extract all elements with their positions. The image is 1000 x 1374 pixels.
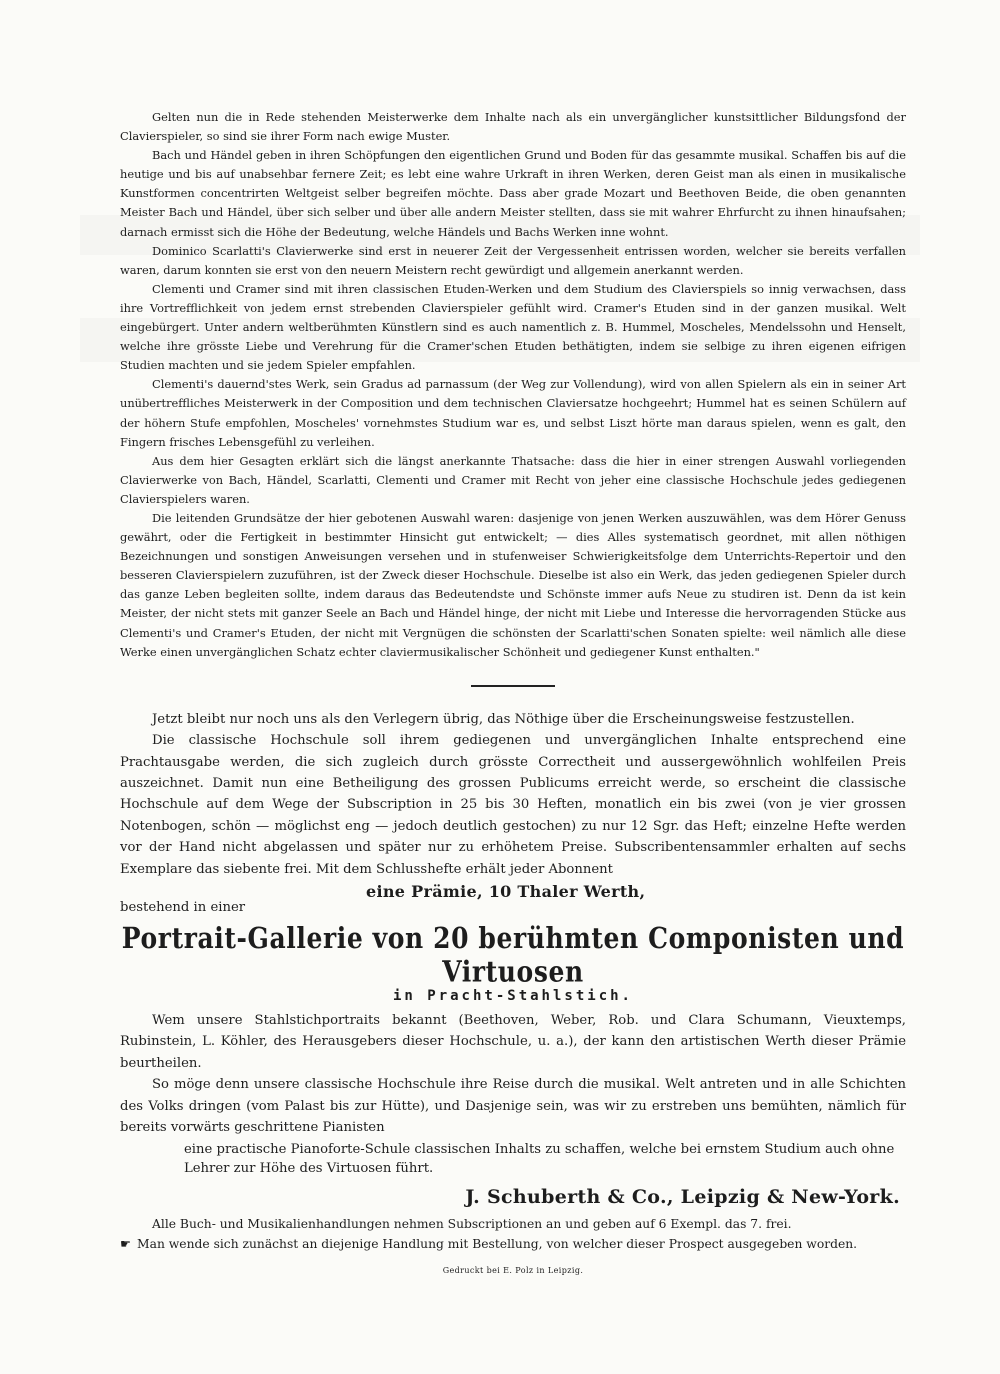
subscription-note: Alle Buch- und Musikalienhandlungen nehmen Subscriptionen an und geben auf 6 Exempl. das 7. frei. — [152, 1217, 792, 1232]
paragraph: Dominico Scarlatti's Clavierwerke sind erst in neuerer Zeit der Vergessenheit entrissen worden, welcher sie bereits verfallen waren, darum konnten sie erst von den neuern Meistern recht gewürdigt und allgemein anerkannt werden. — [120, 243, 906, 277]
paragraph: Aus dem hier Gesagten erklärt sich die längst anerkannte Thatsache: dass die hier in einer strengen Auswahl vorliegenden Clavierwerke von Bach, Händel, Scarlatti, Clementi und Cramer mit Recht von jeher eine classische Hochschule jedes gediegenen Clavierspielers waren. — [120, 453, 906, 506]
paragraph: Gelten nun die in Rede stehenden Meisterwerke dem Inhalte nach als ein unvergänglicher kunstsittlicher Bildungsfond der Clavierspieler, so sind sie ihrer Form nach ewige Muster. — [120, 110, 906, 144]
publisher-name: J. Schuberth & Co., Leipzig & New-York. — [465, 1186, 900, 1209]
pointing-hand-icon: ☛ — [120, 1237, 132, 1252]
paragraph: So möge denn unsere classische Hochschule ihre Reise durch die musikal. Welt antreten und in alle Schichten des Volks dringen (vom Palast bis zur Hütte), und Dasjenige sein, was wir zu erstreben uns bemühten, nämlich für bereits vorwärts geschrittene Pianisten — [120, 1077, 906, 1135]
printer-credit: Gedruckt bei E. Polz in Leipzig. — [442, 1266, 584, 1276]
paragraph: Die classische Hochschule soll ihrem gediegenen und unvergänglichen Inhalte entsprechend eine Prachtausgabe werden, die sich zugleich durch grösste Correctheit und aussergewöhnlich wohlfeilen Preis auszeichnet. Damit nun eine Betheiligung des grossen Publicums erreicht werde, so erscheint die classische Hochschule auf dem Wege der Subscription in 25 bis 30 Heften, monatlich ein bis zwei (von je vier grossen Notenbogen, schön — möglichst eng — jedoch deutlich gestochen) zu nur 12 Sgr. das Heft; einzelne Hefte werden vor der Hand nicht abgelassen und später nur zu erhöhetem Preise. Subscribentensammler erhalten auf sechs Exemplare das siebente frei. Mit dem Schlusshefte erhält jeder Abonnent — [120, 733, 906, 877]
paragraph: Clementi und Cramer sind mit ihren classischen Etuden-Werken und dem Studium des Clavierspiels so innig verwachsen, dass ihre Vortrefflichkeit von jedem ernst strebenden Clavierspieler gefühlt wird. Cramer's Etuden sind in der ganzen musikal. Welt eingebürgert. Unter andern weltberühmten Künstlern sind es auch namentlich z. B. Hummel, Moscheles, Mendelssohn und Henselt, welche ihre grösste Liebe und Verehrung für die Cramer'schen Etuden bethätigten, indem sie selbige zu ihren eigenen eifrigen Studien machten und sie jedem Spieler empfahlen. — [120, 281, 906, 373]
highlighted-statement: eine practische Pianoforte-Schule classischen Inhalts zu schaffen, welche bei ernstem Studium auch ohne Lehrer zur Höhe des Virtuosen führt. — [184, 1142, 895, 1177]
praemie-subline: bestehend in einer — [120, 899, 246, 915]
paragraph: Clementi's dauernd'stes Werk, sein Gradus ad parnassum (der Weg zur Vollendung), wird von allen Spielern als ein in seiner Art unübertreffliches Meisterwerk in der Composition und dem technischen Claviersatze hochgeehrt; Hummel hat es seinen Schülern auf der höhern Stufe empfohlen, Moscheles' vornehmstes Studium war es, und selbst Liszt hörte man daraus spielen, wenn es galt, den Fingern frisches Lebensgefühl zu verleihen. — [120, 377, 906, 449]
praemie-block — [120, 882, 906, 916]
prospectus-page — [120, 108, 906, 1275]
stahlstich-subtitle: in Pracht-Stahlstich. — [392, 987, 633, 1004]
paragraph: Die leitenden Grundsätze der hier gebotenen Auswahl waren: dasjenige von jenen Werken auszuwählen, was dem Hörer Genuss gewährt, oder die Fertigkeit in bestimmter Hinsicht gut entwickelt; — dies Alles systematisch geordnet, mit allen nöthigen Bezeichnungen und sonstigen Anweisungen versehen und in stufenweiser Schwierigkeitsfolge dem Unterrichts-Repertoir und den besseren Clavierspielern zuzuführen, ist der Zweck dieser Hochschule. Dieselbe ist also ein Werk, das jeden gediegenen Spieler durch das ganze Leben begleiten sollte, indem daraus das Bedeutendste und Schönste immer aufs Neue zu studiren ist. Denn da ist kein Meister, der nicht stets mit ganzer Seele an Bach und Händel hinge, der nicht mit Liebe und Interesse die hervorragenden Stücke aus Clementi's und Cramer's Etuden, der nicht mit Vergnügen die schönsten der Scarlatti'schen Sonaten spielte: weil nämlich alle diese Werke einen unvergänglichen Schatz echter claviermusikalischer Schönheit und gediegener Kunst enthalten." — [120, 510, 906, 659]
gallery-title: Portrait-Gallerie von 20 berühmten Componisten und Virtuosen — [121, 921, 905, 989]
divider-rule — [120, 676, 906, 695]
praemie-heading: eine Prämie, 10 Thaler Werth, — [366, 881, 646, 901]
paragraph: Jetzt bleibt nur noch uns als den Verlegern übrig, das Nöthige über die Erscheinungsweise festzustellen. — [152, 711, 855, 727]
order-note-text: Man wende sich zunächst an diejenige Handlung mit Bestellung, von welcher dieser Prospect ausgegeben worden. — [137, 1237, 858, 1252]
paragraph: Wem unsere Stahlstichportraits bekannt (Beethoven, Weber, Rob. und Clara Schumann, Vieuxtemps, Rubinstein, L. Köhler, des Herausgebers dieser Hochschule, u. a.), der kann den artistischen Werth dieser Prämie beurtheilen. — [120, 1012, 906, 1071]
paragraph: Bach und Händel geben in ihren Schöpfungen den eigentlichen Grund und Boden für das gesammte musikal. Schaffen bis auf die heutige und bis auf unabsehbar fernere Zeit; es lebt eine wahre Urkraft in ihren Werken, deren Geist man als einen in musikalische Kunstformen concentrirten Weltgeist selber begreifen möchte. Dass aber grade Mozart und Beethoven Beide, die oben genannten Meister Bach und Händel, über sich selber und über alle andern Meister stellten, dass sie mit wahrer Ehrfurcht zu ihnen hinaufsahen; darnach ermisst sich die Höhe der Bedeutung, welche Händels und Bachs Werken inne wohnt. — [120, 148, 906, 239]
order-note — [120, 1234, 906, 1254]
